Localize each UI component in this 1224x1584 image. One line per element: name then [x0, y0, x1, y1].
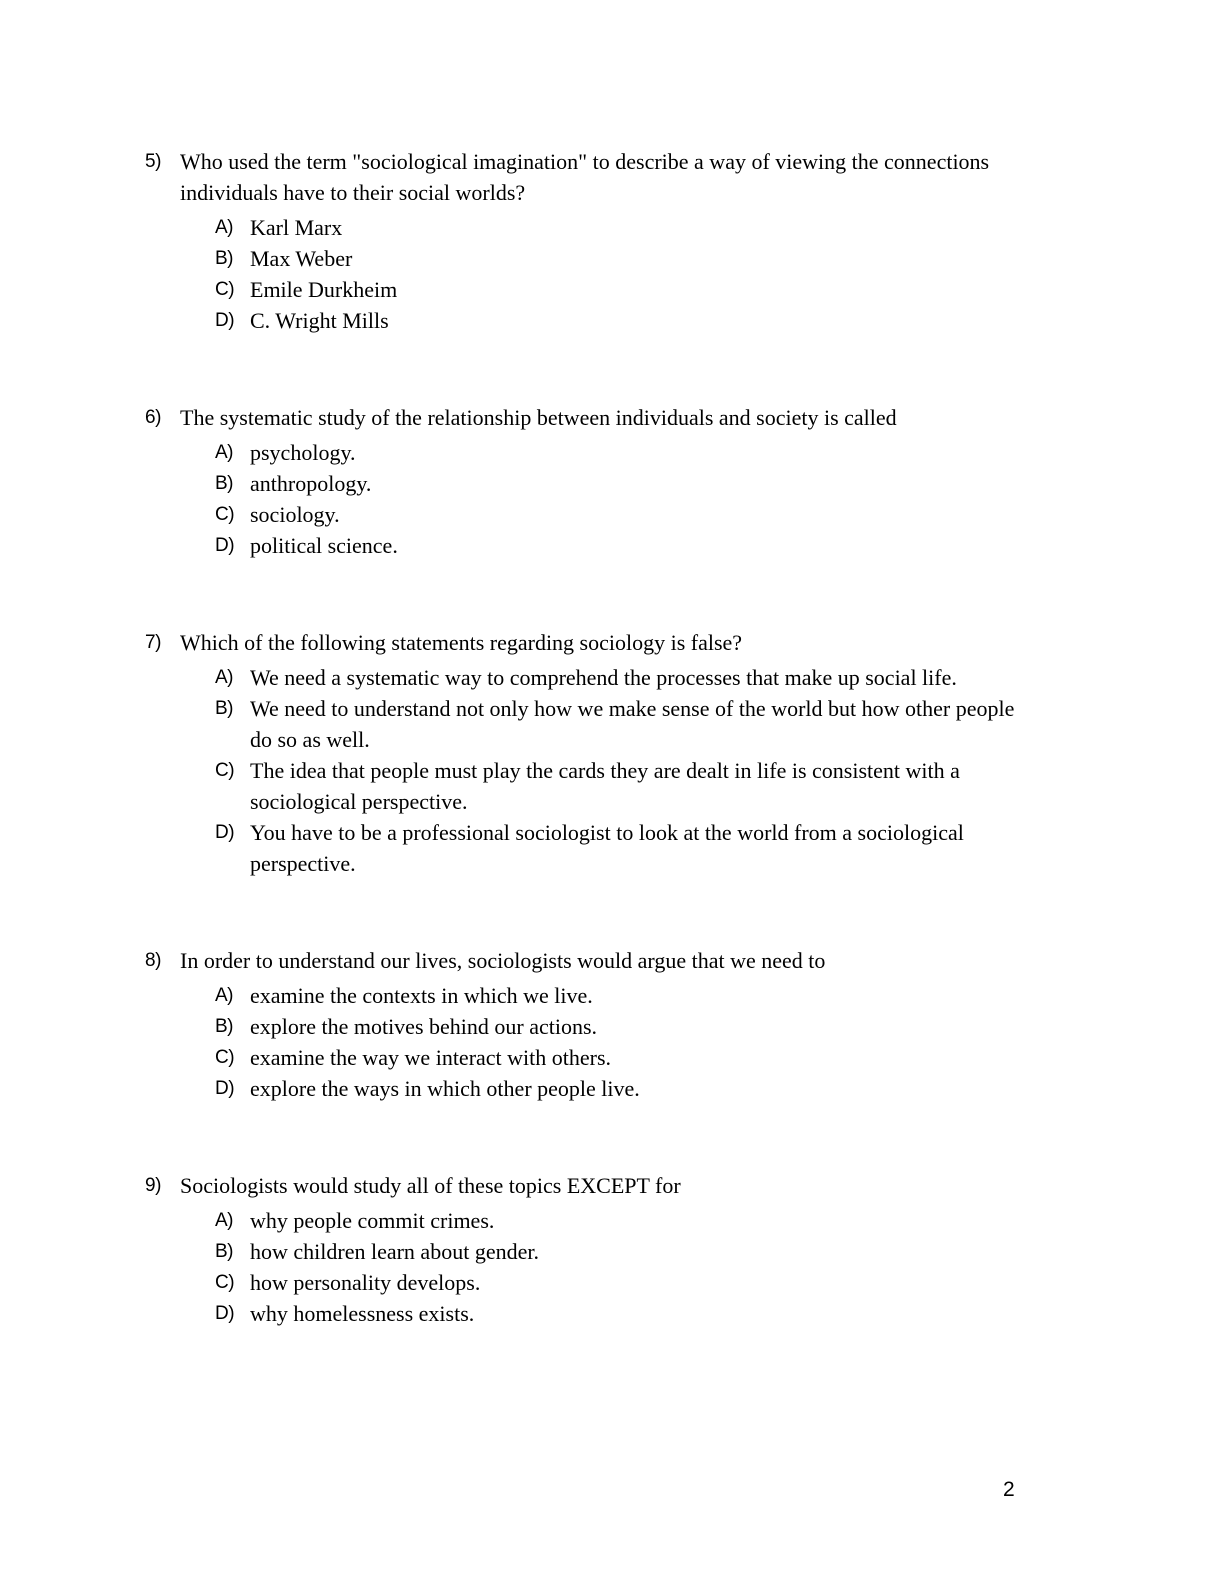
option-letter: D)	[215, 1303, 235, 1324]
option-letter: C)	[215, 504, 235, 525]
question-6	[145, 402, 1060, 561]
option-letter: A)	[215, 1210, 233, 1231]
option-c	[215, 499, 1060, 530]
option-text: Max Weber	[250, 246, 353, 271]
option-d	[215, 305, 1060, 336]
option-text: We need to understand not only how we make sense of the world but how other people do so as well.	[250, 696, 1015, 752]
question-row	[145, 945, 1060, 976]
option-text: Emile Durkheim	[250, 277, 398, 302]
option-text: how children learn about gender.	[250, 1239, 539, 1264]
option-text: political science.	[250, 533, 398, 558]
options-list	[215, 980, 1060, 1104]
option-letter: A)	[215, 442, 233, 463]
option-b	[215, 468, 1060, 499]
option-c	[215, 274, 1060, 305]
option-letter: B)	[215, 1241, 233, 1262]
option-letter: C)	[215, 279, 235, 300]
option-letter: D)	[215, 310, 235, 331]
option-a	[215, 212, 1060, 243]
question-7	[145, 627, 1060, 879]
question-number: 8)	[145, 950, 161, 971]
question-number: 6)	[145, 407, 161, 428]
question-row	[145, 146, 1060, 208]
option-text: C. Wright Mills	[250, 308, 389, 333]
option-text: psychology.	[250, 440, 356, 465]
page-number: 2	[1003, 1478, 1015, 1501]
options-list	[215, 1205, 1060, 1329]
question-row	[145, 627, 1060, 658]
options-list	[215, 662, 1060, 879]
option-text: examine the contexts in which we live.	[250, 983, 593, 1008]
option-text: explore the ways in which other people live.	[250, 1076, 640, 1101]
option-b	[215, 693, 1060, 755]
question-9	[145, 1170, 1060, 1329]
options-list	[215, 212, 1060, 336]
option-b	[215, 1011, 1060, 1042]
option-a	[215, 437, 1060, 468]
option-letter: B)	[215, 1016, 233, 1037]
option-text: sociology.	[250, 502, 340, 527]
option-text: why people commit crimes.	[250, 1208, 495, 1233]
option-letter: A)	[215, 217, 233, 238]
questions-list	[145, 146, 1060, 1395]
question-text: The systematic study of the relationship between individuals and society is called	[180, 405, 897, 430]
option-c	[215, 1042, 1060, 1073]
option-b	[215, 1236, 1060, 1267]
option-letter: A)	[215, 985, 233, 1006]
option-text: You have to be a professional sociologist to look at the world from a sociological perspective.	[250, 820, 964, 876]
option-b	[215, 243, 1060, 274]
question-number: 9)	[145, 1175, 161, 1196]
option-text: how personality develops.	[250, 1270, 481, 1295]
question-5	[145, 146, 1060, 336]
option-d	[215, 1298, 1060, 1329]
option-letter: B)	[215, 698, 233, 719]
option-text: why homelessness exists.	[250, 1301, 475, 1326]
option-letter: B)	[215, 473, 233, 494]
question-number: 5)	[145, 151, 161, 172]
option-letter: D)	[215, 822, 235, 843]
option-letter: B)	[215, 248, 233, 269]
option-letter: D)	[215, 1078, 235, 1099]
options-list	[215, 437, 1060, 561]
option-letter: C)	[215, 760, 235, 781]
option-d	[215, 530, 1060, 561]
option-letter: D)	[215, 535, 235, 556]
question-8	[145, 945, 1060, 1104]
option-d	[215, 817, 1060, 879]
question-text: Which of the following statements regarding sociology is false?	[180, 630, 743, 655]
option-letter: A)	[215, 667, 233, 688]
option-a	[215, 662, 1060, 693]
option-a	[215, 980, 1060, 1011]
option-letter: C)	[215, 1047, 235, 1068]
question-text: Who used the term "sociological imagination" to describe a way of viewing the connections individuals have to their social worlds?	[180, 149, 990, 205]
option-text: anthropology.	[250, 471, 372, 496]
question-text: In order to understand our lives, sociologists would argue that we need to	[180, 948, 826, 973]
option-a	[215, 1205, 1060, 1236]
option-text: Karl Marx	[250, 215, 343, 240]
question-text: Sociologists would study all of these topics EXCEPT for	[180, 1173, 681, 1198]
option-c	[215, 755, 1060, 817]
option-text: The idea that people must play the cards they are dealt in life is consistent with a sociological perspective.	[250, 758, 960, 814]
option-c	[215, 1267, 1060, 1298]
question-row	[145, 1170, 1060, 1201]
option-text: We need a systematic way to comprehend the processes that make up social life.	[250, 665, 957, 690]
option-text: examine the way we interact with others.	[250, 1045, 612, 1070]
option-text: explore the motives behind our actions.	[250, 1014, 598, 1039]
question-number: 7)	[145, 632, 161, 653]
option-d	[215, 1073, 1060, 1104]
question-row	[145, 402, 1060, 433]
option-letter: C)	[215, 1272, 235, 1293]
